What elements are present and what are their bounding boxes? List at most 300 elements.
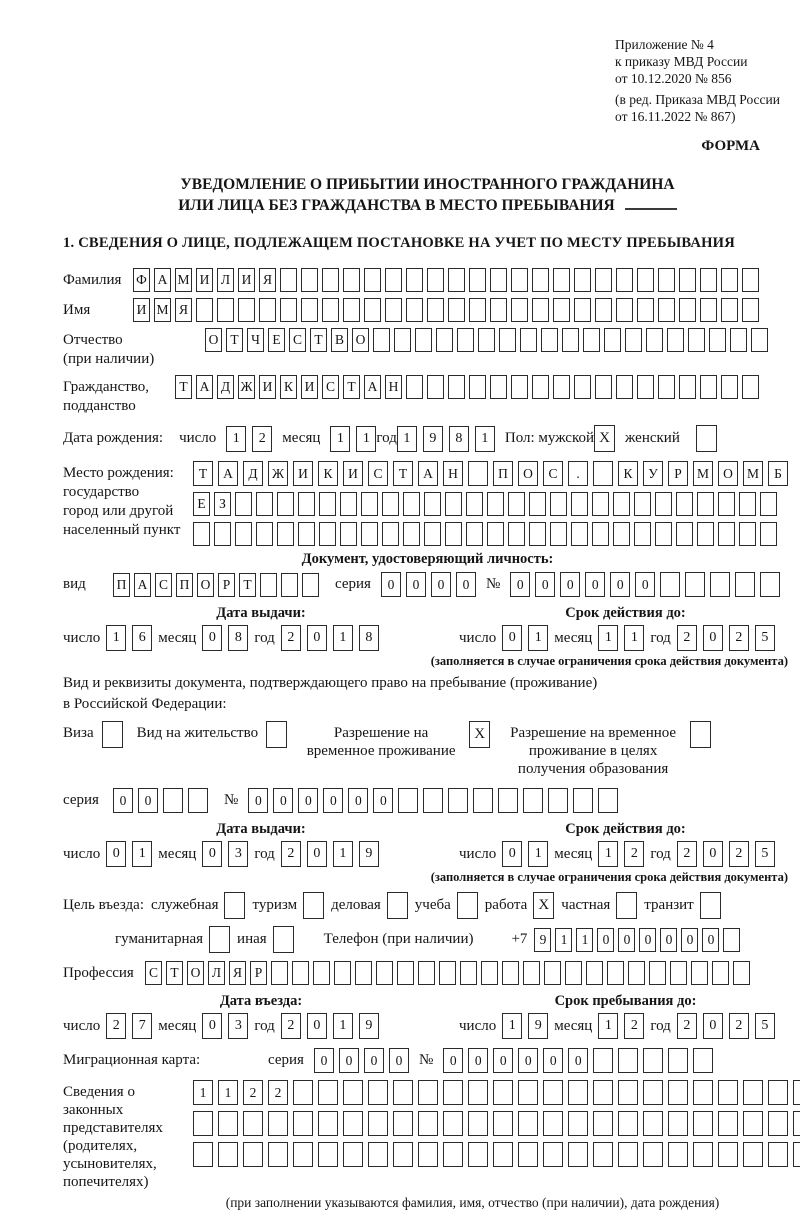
purpose-tourism-checkbox[interactable] bbox=[303, 892, 324, 919]
char-cell[interactable]: Р bbox=[250, 961, 267, 985]
char-cell[interactable]: 0 bbox=[339, 1048, 359, 1073]
char-cell[interactable] bbox=[568, 1080, 588, 1105]
char-cell[interactable]: 0 bbox=[202, 841, 222, 867]
char-cell[interactable]: 3 bbox=[228, 841, 248, 867]
char-cell[interactable]: 1 bbox=[502, 1013, 522, 1039]
char-cell[interactable] bbox=[739, 492, 756, 516]
char-cell[interactable] bbox=[243, 1142, 263, 1167]
char-cell[interactable] bbox=[424, 492, 441, 516]
char-cell[interactable]: Л bbox=[217, 268, 234, 292]
char-cell[interactable]: О bbox=[187, 961, 204, 985]
char-cell[interactable]: 2 bbox=[281, 841, 301, 867]
char-cell[interactable] bbox=[553, 298, 570, 322]
char-cell[interactable] bbox=[511, 268, 528, 292]
char-cell[interactable] bbox=[443, 1080, 463, 1105]
char-cell[interactable] bbox=[685, 572, 705, 597]
char-cell[interactable] bbox=[793, 1080, 800, 1105]
char-cell[interactable]: Л bbox=[208, 961, 225, 985]
char-cell[interactable]: 0 bbox=[618, 928, 635, 952]
char-cell[interactable] bbox=[511, 298, 528, 322]
char-cell[interactable] bbox=[398, 788, 418, 813]
char-cell[interactable] bbox=[553, 375, 570, 399]
char-cell[interactable] bbox=[693, 1111, 713, 1136]
char-cell[interactable] bbox=[343, 298, 360, 322]
char-cell[interactable]: 3 bbox=[228, 1013, 248, 1039]
char-cell[interactable] bbox=[574, 298, 591, 322]
char-cell[interactable] bbox=[637, 298, 654, 322]
char-cell[interactable]: 0 bbox=[703, 841, 723, 867]
char-cell[interactable] bbox=[523, 788, 543, 813]
char-cell[interactable]: 5 bbox=[755, 625, 775, 651]
char-cell[interactable]: 0 bbox=[597, 928, 614, 952]
char-cell[interactable] bbox=[406, 298, 423, 322]
char-cell[interactable]: 0 bbox=[639, 928, 656, 952]
char-cell[interactable]: К bbox=[618, 461, 638, 486]
char-cell[interactable] bbox=[235, 522, 252, 546]
char-cell[interactable]: Т bbox=[239, 573, 256, 597]
char-cell[interactable]: 2 bbox=[624, 1013, 644, 1039]
char-cell[interactable] bbox=[499, 328, 516, 352]
char-cell[interactable] bbox=[697, 522, 714, 546]
char-cell[interactable] bbox=[448, 375, 465, 399]
char-cell[interactable]: О bbox=[718, 461, 738, 486]
char-cell[interactable] bbox=[469, 375, 486, 399]
char-cell[interactable] bbox=[660, 572, 680, 597]
char-cell[interactable]: И bbox=[238, 268, 255, 292]
char-cell[interactable] bbox=[256, 522, 273, 546]
char-cell[interactable]: 0 bbox=[307, 625, 327, 651]
char-cell[interactable] bbox=[385, 298, 402, 322]
char-cell[interactable] bbox=[518, 1111, 538, 1136]
char-cell[interactable]: 2 bbox=[243, 1080, 263, 1105]
char-cell[interactable]: 6 bbox=[132, 625, 152, 651]
char-cell[interactable] bbox=[700, 375, 717, 399]
char-cell[interactable] bbox=[322, 268, 339, 292]
char-cell[interactable]: 0 bbox=[443, 1048, 463, 1073]
char-cell[interactable]: О bbox=[518, 461, 538, 486]
char-cell[interactable] bbox=[574, 268, 591, 292]
char-cell[interactable] bbox=[723, 928, 740, 952]
char-cell[interactable]: 0 bbox=[106, 841, 126, 867]
char-cell[interactable] bbox=[490, 375, 507, 399]
char-cell[interactable]: О bbox=[205, 328, 222, 352]
char-cell[interactable] bbox=[343, 1111, 363, 1136]
char-cell[interactable]: 1 bbox=[330, 426, 350, 452]
char-cell[interactable]: 5 bbox=[755, 841, 775, 867]
char-cell[interactable]: 0 bbox=[202, 625, 222, 651]
char-cell[interactable] bbox=[508, 492, 525, 516]
char-cell[interactable]: Т bbox=[226, 328, 243, 352]
char-cell[interactable] bbox=[743, 1142, 763, 1167]
char-cell[interactable]: 0 bbox=[298, 788, 318, 813]
char-cell[interactable]: 1 bbox=[598, 1013, 618, 1039]
char-cell[interactable]: 1 bbox=[528, 841, 548, 867]
char-cell[interactable] bbox=[593, 1111, 613, 1136]
char-cell[interactable]: 0 bbox=[307, 1013, 327, 1039]
char-cell[interactable] bbox=[568, 1111, 588, 1136]
char-cell[interactable] bbox=[637, 375, 654, 399]
char-cell[interactable] bbox=[721, 298, 738, 322]
purpose-work-checkbox[interactable]: X bbox=[533, 892, 554, 919]
char-cell[interactable] bbox=[298, 522, 315, 546]
char-cell[interactable] bbox=[586, 961, 603, 985]
char-cell[interactable] bbox=[443, 1142, 463, 1167]
char-cell[interactable] bbox=[709, 328, 726, 352]
char-cell[interactable] bbox=[574, 375, 591, 399]
char-cell[interactable] bbox=[730, 328, 747, 352]
char-cell[interactable] bbox=[490, 298, 507, 322]
char-cell[interactable] bbox=[523, 961, 540, 985]
char-cell[interactable] bbox=[385, 268, 402, 292]
char-cell[interactable]: 9 bbox=[359, 1013, 379, 1039]
char-cell[interactable] bbox=[473, 788, 493, 813]
char-cell[interactable]: Я bbox=[259, 268, 276, 292]
char-cell[interactable]: . bbox=[568, 461, 588, 486]
char-cell[interactable] bbox=[532, 375, 549, 399]
char-cell[interactable]: А bbox=[196, 375, 213, 399]
char-cell[interactable] bbox=[768, 1111, 788, 1136]
char-cell[interactable] bbox=[281, 573, 298, 597]
char-cell[interactable]: 2 bbox=[677, 1013, 697, 1039]
char-cell[interactable] bbox=[403, 492, 420, 516]
char-cell[interactable] bbox=[658, 298, 675, 322]
char-cell[interactable] bbox=[760, 492, 777, 516]
char-cell[interactable]: 1 bbox=[397, 426, 417, 452]
char-cell[interactable] bbox=[718, 1142, 738, 1167]
char-cell[interactable]: М bbox=[154, 298, 171, 322]
char-cell[interactable]: 2 bbox=[729, 841, 749, 867]
char-cell[interactable] bbox=[768, 1080, 788, 1105]
char-cell[interactable]: 0 bbox=[560, 572, 580, 597]
char-cell[interactable]: 9 bbox=[528, 1013, 548, 1039]
char-cell[interactable]: 1 bbox=[356, 426, 376, 452]
char-cell[interactable] bbox=[238, 298, 255, 322]
char-cell[interactable]: 1 bbox=[333, 1013, 353, 1039]
char-cell[interactable] bbox=[468, 1142, 488, 1167]
char-cell[interactable] bbox=[613, 492, 630, 516]
char-cell[interactable]: 0 bbox=[202, 1013, 222, 1039]
char-cell[interactable] bbox=[618, 1048, 638, 1073]
char-cell[interactable]: 0 bbox=[138, 788, 158, 813]
char-cell[interactable]: 1 bbox=[218, 1080, 238, 1105]
char-cell[interactable]: 0 bbox=[389, 1048, 409, 1073]
char-cell[interactable]: 0 bbox=[585, 572, 605, 597]
char-cell[interactable] bbox=[293, 1080, 313, 1105]
char-cell[interactable] bbox=[214, 522, 231, 546]
char-cell[interactable]: 0 bbox=[703, 625, 723, 651]
char-cell[interactable] bbox=[493, 1111, 513, 1136]
char-cell[interactable]: 0 bbox=[314, 1048, 334, 1073]
char-cell[interactable] bbox=[718, 522, 735, 546]
char-cell[interactable] bbox=[768, 1142, 788, 1167]
char-cell[interactable] bbox=[613, 522, 630, 546]
char-cell[interactable] bbox=[364, 298, 381, 322]
char-cell[interactable] bbox=[423, 788, 443, 813]
char-cell[interactable]: Ч bbox=[247, 328, 264, 352]
char-cell[interactable]: 1 bbox=[624, 625, 644, 651]
char-cell[interactable] bbox=[592, 522, 609, 546]
char-cell[interactable] bbox=[668, 1048, 688, 1073]
char-cell[interactable] bbox=[271, 961, 288, 985]
char-cell[interactable] bbox=[368, 1111, 388, 1136]
char-cell[interactable] bbox=[403, 522, 420, 546]
char-cell[interactable]: Н bbox=[443, 461, 463, 486]
char-cell[interactable] bbox=[595, 298, 612, 322]
char-cell[interactable] bbox=[700, 268, 717, 292]
char-cell[interactable] bbox=[493, 1142, 513, 1167]
char-cell[interactable] bbox=[760, 572, 780, 597]
char-cell[interactable] bbox=[487, 492, 504, 516]
char-cell[interactable]: И bbox=[259, 375, 276, 399]
char-cell[interactable] bbox=[217, 298, 234, 322]
char-cell[interactable]: 2 bbox=[281, 1013, 301, 1039]
char-cell[interactable] bbox=[469, 298, 486, 322]
purpose-private-checkbox[interactable] bbox=[616, 892, 637, 919]
char-cell[interactable] bbox=[481, 961, 498, 985]
char-cell[interactable] bbox=[393, 1111, 413, 1136]
char-cell[interactable] bbox=[418, 1080, 438, 1105]
char-cell[interactable]: И bbox=[293, 461, 313, 486]
char-cell[interactable] bbox=[343, 268, 360, 292]
char-cell[interactable]: 0 bbox=[502, 841, 522, 867]
char-cell[interactable] bbox=[604, 328, 621, 352]
char-cell[interactable]: Ж bbox=[268, 461, 288, 486]
char-cell[interactable]: Т bbox=[343, 375, 360, 399]
char-cell[interactable]: 8 bbox=[449, 426, 469, 452]
char-cell[interactable]: 0 bbox=[610, 572, 630, 597]
char-cell[interactable] bbox=[448, 298, 465, 322]
char-cell[interactable]: Я bbox=[175, 298, 192, 322]
purpose-other-checkbox[interactable] bbox=[273, 926, 294, 953]
char-cell[interactable] bbox=[618, 1080, 638, 1105]
char-cell[interactable] bbox=[751, 328, 768, 352]
char-cell[interactable]: 0 bbox=[381, 572, 401, 597]
char-cell[interactable] bbox=[393, 1142, 413, 1167]
char-cell[interactable]: О bbox=[197, 573, 214, 597]
char-cell[interactable] bbox=[293, 1111, 313, 1136]
char-cell[interactable] bbox=[340, 522, 357, 546]
char-cell[interactable]: 1 bbox=[193, 1080, 213, 1105]
sex-male-checkbox[interactable]: X bbox=[594, 425, 615, 452]
char-cell[interactable] bbox=[742, 268, 759, 292]
char-cell[interactable] bbox=[427, 268, 444, 292]
char-cell[interactable]: И bbox=[133, 298, 150, 322]
char-cell[interactable] bbox=[668, 1111, 688, 1136]
char-cell[interactable]: 0 bbox=[535, 572, 555, 597]
char-cell[interactable] bbox=[593, 1048, 613, 1073]
char-cell[interactable] bbox=[277, 492, 294, 516]
char-cell[interactable] bbox=[382, 492, 399, 516]
char-cell[interactable]: 2 bbox=[252, 426, 272, 452]
char-cell[interactable] bbox=[518, 1142, 538, 1167]
char-cell[interactable] bbox=[679, 375, 696, 399]
char-cell[interactable] bbox=[498, 788, 518, 813]
char-cell[interactable] bbox=[548, 788, 568, 813]
char-cell[interactable] bbox=[616, 268, 633, 292]
char-cell[interactable] bbox=[760, 522, 777, 546]
char-cell[interactable]: Д bbox=[243, 461, 263, 486]
char-cell[interactable] bbox=[634, 522, 651, 546]
char-cell[interactable]: 0 bbox=[568, 1048, 588, 1073]
char-cell[interactable] bbox=[571, 492, 588, 516]
char-cell[interactable]: Ж bbox=[238, 375, 255, 399]
char-cell[interactable] bbox=[616, 298, 633, 322]
char-cell[interactable] bbox=[293, 1142, 313, 1167]
char-cell[interactable] bbox=[693, 1080, 713, 1105]
char-cell[interactable]: Е bbox=[193, 492, 210, 516]
char-cell[interactable]: 1 bbox=[528, 625, 548, 651]
char-cell[interactable] bbox=[625, 328, 642, 352]
char-cell[interactable] bbox=[301, 268, 318, 292]
char-cell[interactable] bbox=[550, 522, 567, 546]
char-cell[interactable]: С bbox=[289, 328, 306, 352]
char-cell[interactable]: 0 bbox=[518, 1048, 538, 1073]
char-cell[interactable]: 2 bbox=[729, 625, 749, 651]
char-cell[interactable]: 0 bbox=[248, 788, 268, 813]
char-cell[interactable]: 5 bbox=[755, 1013, 775, 1039]
sex-female-checkbox[interactable] bbox=[696, 425, 717, 452]
char-cell[interactable] bbox=[397, 961, 414, 985]
char-cell[interactable] bbox=[718, 1080, 738, 1105]
char-cell[interactable] bbox=[468, 461, 488, 486]
char-cell[interactable]: С bbox=[155, 573, 172, 597]
char-cell[interactable] bbox=[487, 522, 504, 546]
char-cell[interactable] bbox=[676, 492, 693, 516]
char-cell[interactable] bbox=[568, 1142, 588, 1167]
char-cell[interactable] bbox=[553, 268, 570, 292]
char-cell[interactable] bbox=[592, 492, 609, 516]
char-cell[interactable]: Е bbox=[268, 328, 285, 352]
char-cell[interactable]: 9 bbox=[534, 928, 551, 952]
char-cell[interactable] bbox=[468, 1111, 488, 1136]
char-cell[interactable]: В bbox=[331, 328, 348, 352]
char-cell[interactable] bbox=[693, 1048, 713, 1073]
char-cell[interactable]: Т bbox=[175, 375, 192, 399]
char-cell[interactable]: 0 bbox=[502, 625, 522, 651]
char-cell[interactable]: 9 bbox=[423, 426, 443, 452]
char-cell[interactable] bbox=[373, 328, 390, 352]
char-cell[interactable]: Д bbox=[217, 375, 234, 399]
char-cell[interactable] bbox=[235, 492, 252, 516]
char-cell[interactable] bbox=[196, 298, 213, 322]
char-cell[interactable]: 0 bbox=[431, 572, 451, 597]
char-cell[interactable]: 1 bbox=[475, 426, 495, 452]
char-cell[interactable] bbox=[676, 522, 693, 546]
char-cell[interactable] bbox=[418, 1111, 438, 1136]
char-cell[interactable] bbox=[562, 328, 579, 352]
char-cell[interactable] bbox=[469, 268, 486, 292]
temp-residence-checkbox[interactable]: X bbox=[469, 721, 490, 748]
char-cell[interactable] bbox=[439, 961, 456, 985]
char-cell[interactable]: С bbox=[543, 461, 563, 486]
char-cell[interactable] bbox=[718, 492, 735, 516]
char-cell[interactable] bbox=[735, 572, 755, 597]
char-cell[interactable]: 7 bbox=[132, 1013, 152, 1039]
char-cell[interactable]: Н bbox=[385, 375, 402, 399]
char-cell[interactable] bbox=[322, 298, 339, 322]
char-cell[interactable] bbox=[593, 1080, 613, 1105]
char-cell[interactable] bbox=[355, 961, 372, 985]
char-cell[interactable]: С bbox=[322, 375, 339, 399]
char-cell[interactable] bbox=[532, 298, 549, 322]
char-cell[interactable] bbox=[343, 1080, 363, 1105]
char-cell[interactable] bbox=[277, 522, 294, 546]
char-cell[interactable]: Т bbox=[310, 328, 327, 352]
char-cell[interactable]: Б bbox=[768, 461, 788, 486]
char-cell[interactable]: 2 bbox=[281, 625, 301, 651]
char-cell[interactable] bbox=[710, 572, 730, 597]
char-cell[interactable]: 1 bbox=[576, 928, 593, 952]
char-cell[interactable]: 0 bbox=[681, 928, 698, 952]
char-cell[interactable] bbox=[218, 1111, 238, 1136]
char-cell[interactable] bbox=[319, 522, 336, 546]
char-cell[interactable]: Я bbox=[229, 961, 246, 985]
char-cell[interactable] bbox=[733, 961, 750, 985]
char-cell[interactable]: У bbox=[643, 461, 663, 486]
char-cell[interactable]: О bbox=[352, 328, 369, 352]
char-cell[interactable]: 0 bbox=[373, 788, 393, 813]
char-cell[interactable] bbox=[415, 328, 432, 352]
char-cell[interactable]: И bbox=[343, 461, 363, 486]
char-cell[interactable] bbox=[193, 1142, 213, 1167]
char-cell[interactable] bbox=[406, 375, 423, 399]
visa-checkbox[interactable] bbox=[102, 721, 123, 748]
char-cell[interactable] bbox=[368, 1080, 388, 1105]
char-cell[interactable]: С bbox=[368, 461, 388, 486]
char-cell[interactable] bbox=[457, 328, 474, 352]
char-cell[interactable] bbox=[243, 1111, 263, 1136]
char-cell[interactable] bbox=[643, 1111, 663, 1136]
char-cell[interactable] bbox=[427, 375, 444, 399]
char-cell[interactable]: С bbox=[145, 961, 162, 985]
char-cell[interactable] bbox=[655, 522, 672, 546]
char-cell[interactable] bbox=[518, 1080, 538, 1105]
char-cell[interactable] bbox=[427, 298, 444, 322]
char-cell[interactable]: 2 bbox=[106, 1013, 126, 1039]
char-cell[interactable] bbox=[393, 1080, 413, 1105]
char-cell[interactable]: 9 bbox=[359, 841, 379, 867]
char-cell[interactable]: А bbox=[364, 375, 381, 399]
char-cell[interactable] bbox=[188, 788, 208, 813]
char-cell[interactable] bbox=[361, 522, 378, 546]
char-cell[interactable] bbox=[466, 522, 483, 546]
char-cell[interactable] bbox=[493, 1080, 513, 1105]
char-cell[interactable] bbox=[256, 492, 273, 516]
char-cell[interactable] bbox=[529, 522, 546, 546]
char-cell[interactable]: 0 bbox=[468, 1048, 488, 1073]
char-cell[interactable]: 0 bbox=[323, 788, 343, 813]
char-cell[interactable] bbox=[742, 298, 759, 322]
char-cell[interactable]: 1 bbox=[333, 625, 353, 651]
char-cell[interactable] bbox=[193, 522, 210, 546]
char-cell[interactable] bbox=[268, 1111, 288, 1136]
char-cell[interactable]: 0 bbox=[456, 572, 476, 597]
char-cell[interactable] bbox=[318, 1111, 338, 1136]
char-cell[interactable]: 0 bbox=[543, 1048, 563, 1073]
char-cell[interactable] bbox=[655, 492, 672, 516]
char-cell[interactable] bbox=[318, 1142, 338, 1167]
char-cell[interactable]: И bbox=[301, 375, 318, 399]
char-cell[interactable]: 0 bbox=[307, 841, 327, 867]
char-cell[interactable]: А bbox=[134, 573, 151, 597]
char-cell[interactable] bbox=[478, 328, 495, 352]
char-cell[interactable]: 0 bbox=[348, 788, 368, 813]
purpose-humanitarian-checkbox[interactable] bbox=[209, 926, 230, 953]
char-cell[interactable] bbox=[508, 522, 525, 546]
char-cell[interactable] bbox=[593, 461, 613, 486]
char-cell[interactable]: Т bbox=[166, 961, 183, 985]
purpose-transit-checkbox[interactable] bbox=[700, 892, 721, 919]
